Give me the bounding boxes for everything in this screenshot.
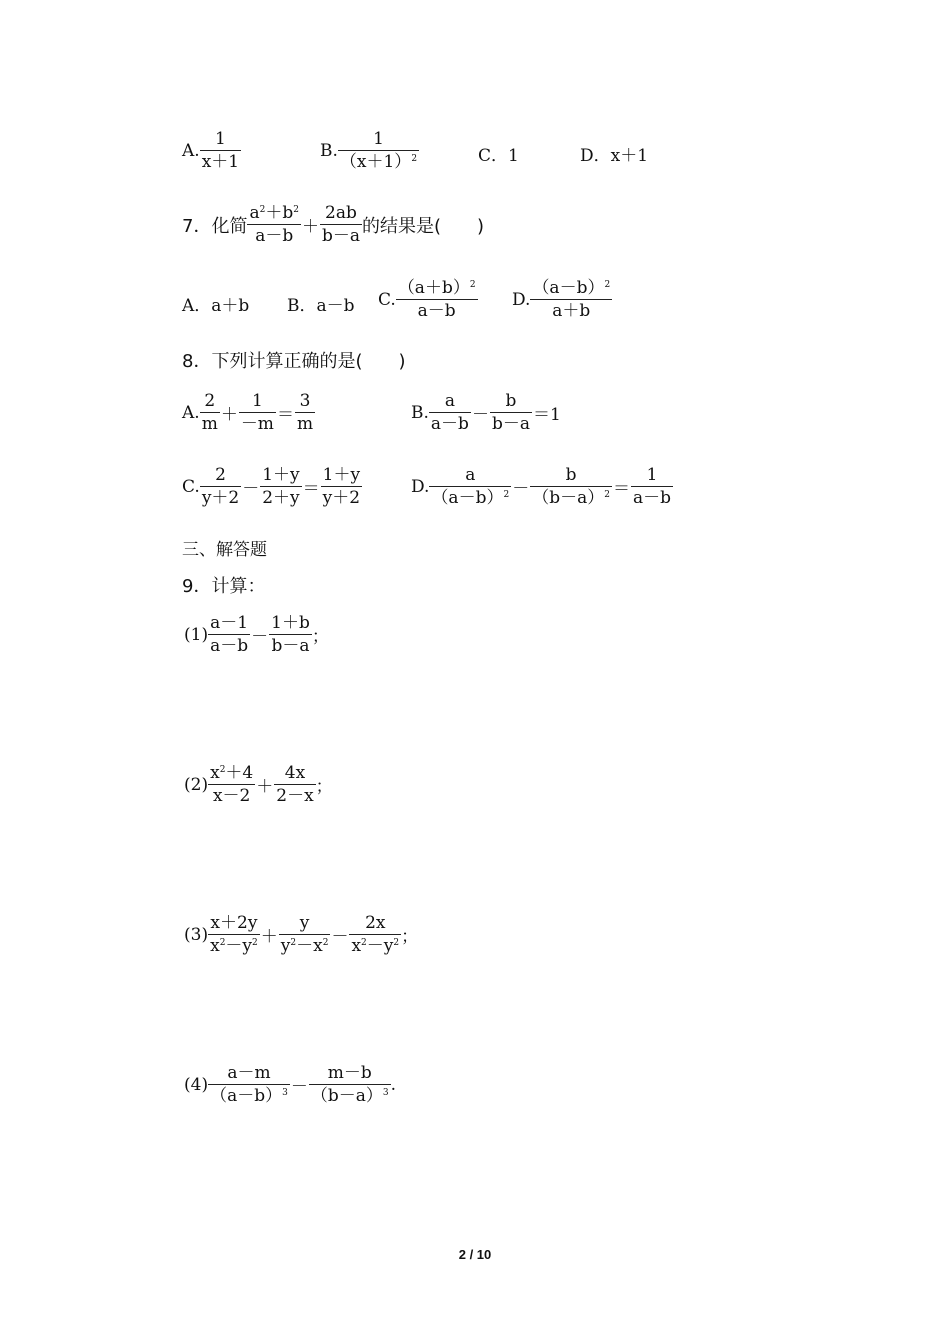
fraction: $\frac{(a-b)^2}{a+b}$	[532, 278, 611, 321]
q6-option-c: C．1	[478, 146, 519, 166]
q9-part-2: (2) $\frac{x^2+4}{x-2}$ ＋ $\frac{4x}{2-x}$ ；	[184, 763, 333, 806]
q9-part-1: (1) $\frac{a-1}{a-b}$ － $\frac{1+b}{b-a}$ ；	[184, 613, 329, 656]
fraction: $\frac{4x}{2-x}$	[276, 763, 314, 806]
question-8: 8．下列计算正确的是( )	[182, 351, 406, 372]
option-label: B.	[320, 140, 338, 161]
fraction: $\frac{m-b}{(b-a)^3}$	[310, 1063, 389, 1106]
question-9: 9．计算：	[182, 576, 266, 597]
fraction: $\frac{b}{b-a}$	[491, 391, 530, 434]
fraction: $\frac{x^2+4}{x-2}$	[210, 763, 254, 806]
option-label: A.	[182, 140, 200, 161]
q8-option-b: B. $\frac{a}{a-b}$ － $\frac{b}{b-a}$ ＝1	[411, 391, 561, 434]
fraction: $\frac{2x}{x^2-y^2}$	[351, 913, 400, 956]
q7-option-c: C. $\frac{(a+b)^2}{a-b}$	[378, 278, 476, 321]
q9-part-4: (4) $\frac{a-m}{(a-b)^3}$ － $\frac{m-b}{(b-a)^3}$ .	[184, 1063, 397, 1106]
question-text: 7．化简	[182, 215, 248, 237]
section-heading: 三、解答题	[182, 540, 267, 560]
q7-option-a: A．a＋b	[182, 296, 250, 316]
fraction: $\frac{1}{x+1}$	[201, 129, 240, 172]
fraction: $\frac{y}{y^2-x^2}$	[280, 913, 329, 956]
fraction: $\frac{a-1}{a-b}$	[210, 613, 249, 656]
fraction: $\frac{b}{(b-a)^2}$	[532, 465, 610, 508]
q6-option-b	[320, 128, 419, 173]
fraction: $\frac{3}{m}$	[296, 391, 314, 434]
fraction: $\frac{1}{a-b}$	[632, 465, 671, 508]
fraction: $\frac{2}{y+2}$	[201, 465, 240, 508]
q6-option-d: D．x＋1	[580, 146, 649, 166]
fraction: $\frac{a}{(a-b)^2}$	[431, 465, 510, 508]
fraction: $\frac{(a+b)^2}{a-b}$	[397, 278, 476, 321]
page-number: 2 / 10	[458, 1247, 492, 1262]
q7-option-d: D. $\frac{(a-b)^2}{a+b}$	[512, 278, 611, 321]
question-7: 7．化简 $\frac{a^2+b^2}{a-b}$ ＋ $\frac{2ab}{b-a}$ 的结果是( )	[182, 203, 485, 246]
fraction: $\frac{x+2y}{x^2-y^2}$	[210, 913, 258, 956]
fraction: $\frac{a}{a-b}$	[430, 391, 469, 434]
fraction: $\frac{2}{m}$	[201, 391, 218, 434]
q8-option-a: A. $\frac{2}{m}$ ＋ $\frac{1}{-m}$ ＝ $\frac{3}{m}$	[182, 391, 314, 434]
fraction: $\frac{1}{(x+1)^2}$	[339, 129, 418, 172]
fraction: $\frac{a^2+b^2}{a-b}$	[249, 203, 299, 246]
fraction: $\frac{a-m}{(a-b)^3}$	[210, 1063, 288, 1106]
q9-part-3: (3) $\frac{x+2y}{x^2-y^2}$ ＋ $\frac{y}{y^2-x^2}$ － $\frac{2x}{x^2-y^2}$ ；	[184, 913, 419, 956]
fraction: $\frac{1+y}{2+y}$	[262, 465, 300, 508]
fraction: $\frac{1}{-m}$	[240, 391, 274, 434]
q7-option-b: B．a－b	[287, 296, 355, 316]
question-text: 的结果是( )	[361, 215, 485, 237]
q6-option-a	[182, 128, 241, 173]
q8-option-c: C. $\frac{2}{y+2}$ － $\frac{1+y}{2+y}$ ＝ $\frac{1+y}{y+2}$	[182, 465, 361, 508]
fraction: $\frac{1+b}{b-a}$	[271, 613, 310, 656]
q8-option-d: D. $\frac{a}{(a-b)^2}$ － $\frac{b}{(b-a)^2}$ ＝ $\frac{1}{a-b}$	[411, 465, 671, 508]
fraction: $\frac{2ab}{b-a}$	[321, 203, 360, 246]
fraction: $\frac{1+y}{y+2}$	[322, 465, 361, 508]
